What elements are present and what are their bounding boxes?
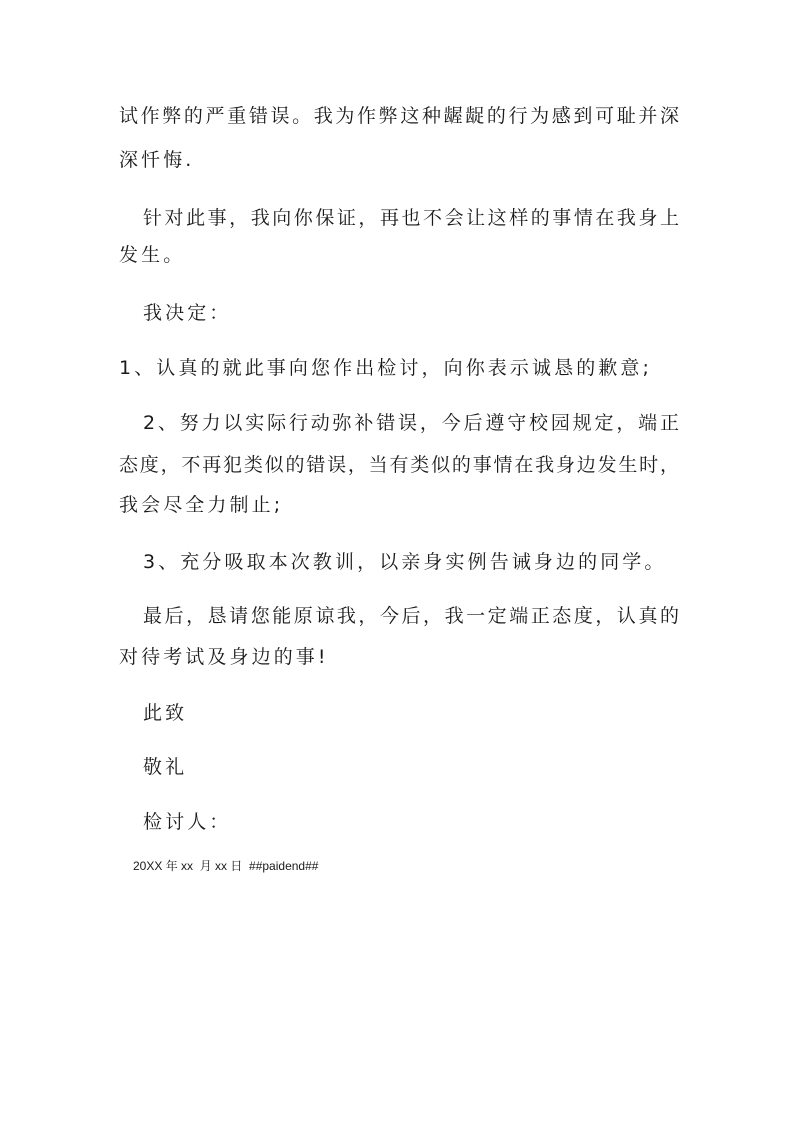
paragraph-2-line-2: 发生。 <box>119 244 186 266</box>
paragraph-1-line-2: 深忏悔. <box>119 149 195 171</box>
list-item-2-line-1: 2、努力以实际行动弥补错误，今后遵守校园规定，端正 <box>143 412 679 434</box>
decision-heading: 我决定： <box>143 302 232 324</box>
list-item-3: 3、充分吸取本次教训，以亲身实例告诫身边的同学。 <box>143 551 667 573</box>
paragraph-1-line-1: 试作弊的严重错误。我为作弊这种龌龊的行为感到可耻并深 <box>119 105 679 127</box>
paragraph-2-line-1: 针对此事，我向你保证，再也不会让这样的事情在我身上 <box>143 207 679 229</box>
closing-line-1: 最后，恳请您能原谅我，今后，我一定端正态度，认真的 <box>143 605 679 627</box>
closing-line-2: 对待考试及身边的事! <box>119 646 329 668</box>
list-item-1: 1、认真的就此事向您作出检讨，向你表示诚恳的歉意; <box>119 357 652 379</box>
list-item-2-line-3: 我会尽全力制止; <box>119 494 284 516</box>
date-line: 20XX 年 xx 月 xx 日 ##paidend## <box>133 859 319 873</box>
salutation: 此致 <box>143 702 188 724</box>
list-item-2-line-2: 态度，不再犯类似的错误，当有类似的事情在我身边发生时， <box>119 454 679 476</box>
signer-label: 检讨人： <box>143 811 232 833</box>
regards: 敬礼 <box>143 756 188 778</box>
